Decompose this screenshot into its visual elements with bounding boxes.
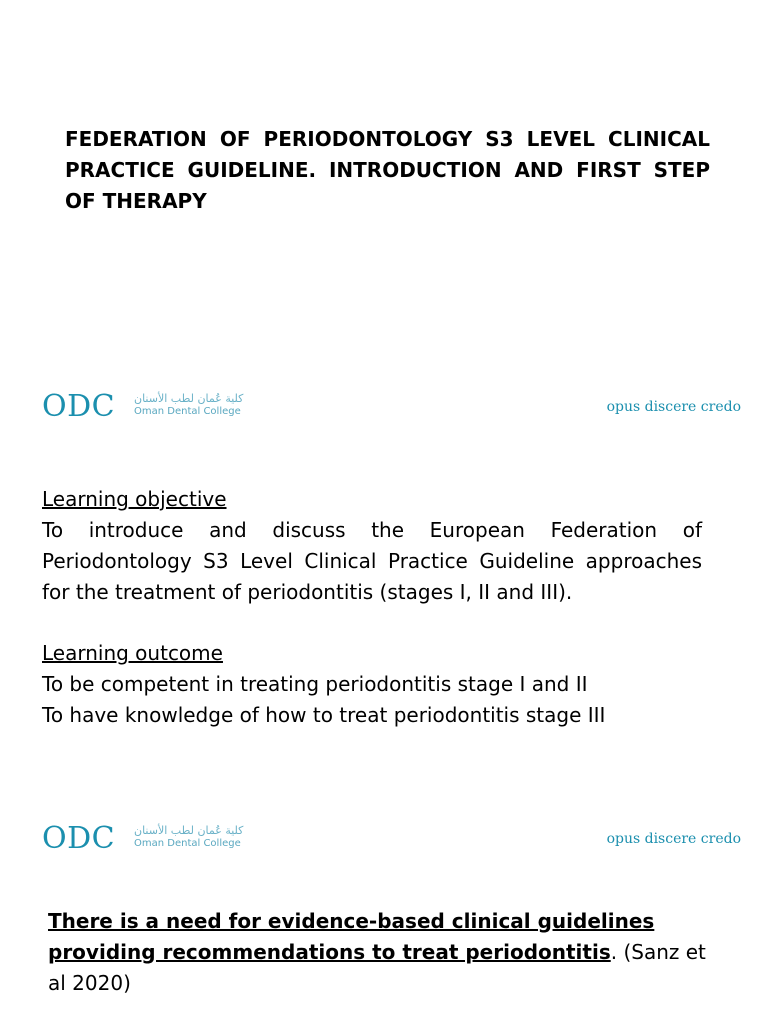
learning-objective-text: To introduce and discuss the European Federation of Periodontology S3 Level Clinical Practice Guideline approaches for the treatment of periodontitis (stages I, II and III). [42, 518, 702, 604]
college-motto: opus discere credo [606, 831, 741, 847]
branding-bar-top [0, 390, 768, 430]
college-name-block [134, 824, 243, 850]
college-motto: opus discere credo [606, 399, 741, 415]
odc-logo: ODC [42, 821, 116, 856]
odc-logo: ODC [42, 389, 116, 424]
college-name-english: Oman Dental College [134, 406, 241, 417]
learning-objective-section [42, 484, 702, 608]
learning-outcome-item: To have knowledge of how to treat periodontitis stage III [42, 703, 606, 727]
closing-statement-emphasis: There is a need for evidence-based clinical guidelines providing recommendations to treat periodontitis [48, 909, 655, 964]
learning-objective-heading: Learning objective [42, 487, 227, 511]
learning-outcome-section [42, 638, 702, 731]
learning-outcome-heading: Learning outcome [42, 641, 223, 665]
closing-citation: . (Sanz et al 2020) [48, 940, 706, 995]
college-name-block [134, 392, 243, 418]
closing-statement [48, 906, 728, 999]
learning-outcome-item: To be competent in treating periodontitis stage I and II [42, 672, 588, 696]
branding-bar-bottom [0, 822, 768, 862]
college-name-arabic: كلية عُمان لطب الأسنان [134, 392, 244, 405]
college-name-english: Oman Dental College [134, 838, 241, 849]
college-name-arabic: كلية عُمان لطب الأسنان [134, 824, 244, 837]
slide-title: FEDERATION OF PERIODONTOLOGY S3 LEVEL CLINICAL PRACTICE GUIDELINE. INTRODUCTION AND FIRST STEP OF THERAPY [65, 127, 710, 213]
